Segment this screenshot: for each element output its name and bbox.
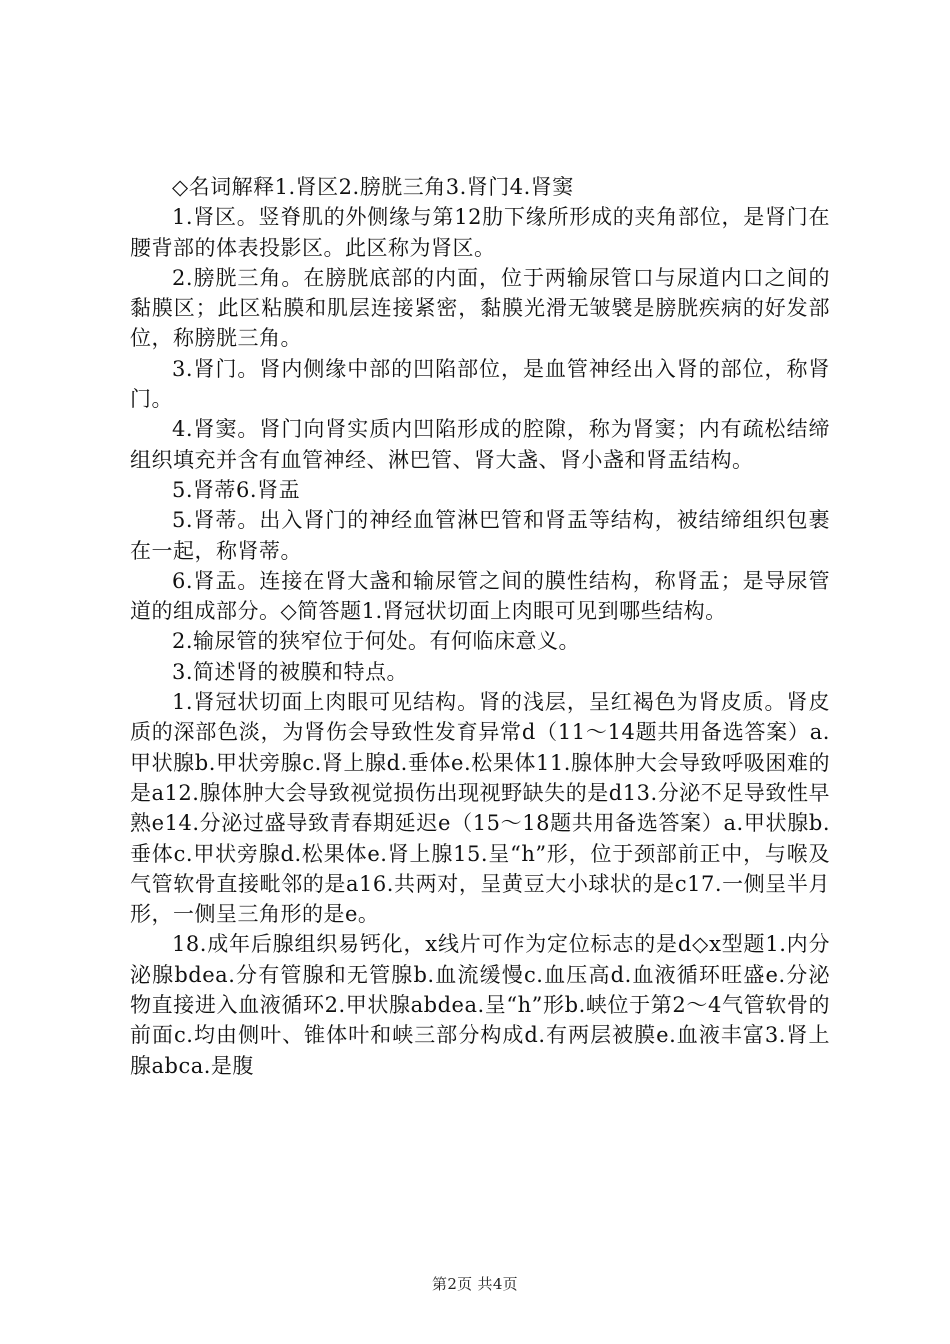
- paragraph-bladder-trigone: 2.膀胱三角。在膀胱底部的内面，位于两输尿管口与尿道内口之间的黏膜区；此区粘膜和肌层连接紧密，黏膜光滑无皱襞是膀胱疾病的好发部位，称膀胱三角。: [130, 265, 830, 351]
- term-definitions-heading: ◇名词解释1.肾区2.膀胱三角3.肾门4.肾窦: [172, 175, 574, 199]
- paragraph-terms-5-6: 5.肾蒂6.肾盂: [172, 477, 301, 502]
- paragraph-renal-hilum: 3.肾门。肾内侧缘中部的凹陷部位，是血管神经出入肾的部位，称肾门。: [130, 356, 830, 412]
- paragraph-question-3: 3.简述肾的被膜和特点。: [172, 659, 409, 684]
- paragraph-question-18: 18.成年后腺组织易钙化，x线片可作为定位标志的是d◇x型题1.内分泌腺bdea.分有管腺和无管腺b.血流缓慢c.血压高d.血液循环旺盛e.分泌物直接进入血液循环2.甲状腺abdea.呈“h”形b.峡位于第2～4气管软骨的前面c.均由侧叶、锥体叶和峡三部分构成d.有两层被膜e.血液丰富3.肾上腺abca.是腹: [130, 932, 830, 1078]
- paragraph-renal-sinus: 4.肾窦。肾门向肾实质内凹陷形成的腔隙，称为肾窦；内有疏松结缔组织填充并含有血管神经、淋巴管、肾大盏、肾小盏和肾盂结构。: [130, 417, 830, 472]
- paragraph-renal-pelvis: 6.肾盂。连接在肾大盏和输尿管之间的膜性结构，称肾盂；是导尿管道的组成部分。◇简答题1.肾冠状切面上肉眼可见到哪些结构。: [130, 568, 830, 624]
- paragraph-renal-pedicle: 5.肾蒂。出入肾门的神经血管淋巴管和肾盂等结构，被结缔组织包裹在一起，称肾蒂。: [130, 508, 830, 563]
- paragraph-answer-1: 1.肾冠状切面上肉眼可见结构。肾的浅层，呈红褐色为肾皮质。肾皮质的深部色淡，为肾伤会导致性发育异常d（11～14题共用备选答案）a.甲状腺b.甲状旁腺c.肾上腺d.垂体e.松果体11.腺体肿大会导致呼吸困难的是a12.腺体肿大会导致视觉损伤出现视野缺失的是d13.分泌不足导致性早熟e14.分泌过盛导致青春期延迟e（15～18题共用备选答案）a.甲状腺b.垂体c.甲状旁腺d.松果体e.肾上腺15.呈“h”形，位于颈部前正中，与喉及气管软骨直接毗邻的是a16.共两对，呈黄豆大小球状的是c17.一侧呈半月形，一侧呈三角形的是e。: [130, 690, 830, 927]
- page-footer: 第2页 共4页: [432, 1275, 518, 1293]
- paragraph-question-2: 2.输尿管的狭窄位于何处。有何临床意义。: [172, 629, 581, 654]
- paragraph-renal-region: 1.肾区。竖脊肌的外侧缘与第12肋下缘所形成的夹角部位，是肾门在腰背部的体表投影区。此区称为肾区。: [130, 205, 830, 260]
- document-body: [130, 172, 830, 1081]
